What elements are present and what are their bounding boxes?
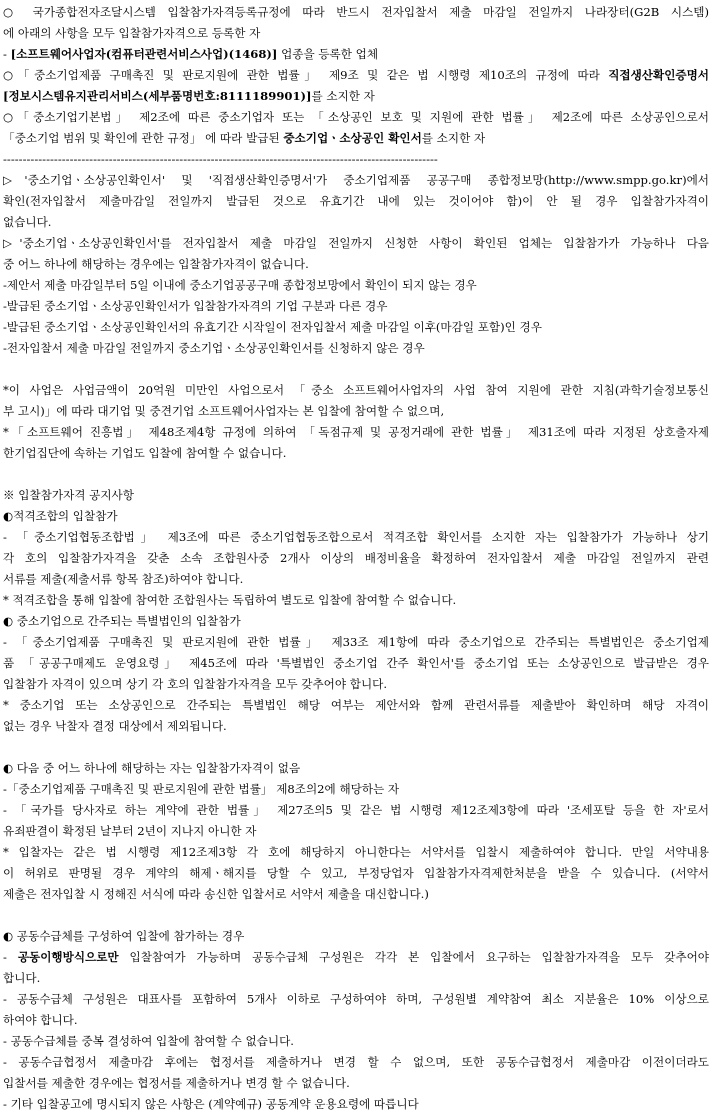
line-text: - xyxy=(3,47,11,61)
line-text: 입찰참여가 가능하며 공동수급체 구성원은 각각 본 입찰에서 요구하는 입찰참가자격을 모두 갖추어야 xyxy=(118,950,709,964)
blank-line xyxy=(3,359,709,380)
line-text: - xyxy=(3,950,18,964)
document-line: 에 아래의 사항을 모두 입찰참가자격으로 등록한 자 xyxy=(3,26,261,40)
document-line: * 중소기업 또는 소상공인으로 간주되는 특별법인 해당 여부는 제안서와 함께 관련서류를 제출받아 확인하며 해당 자격이 xyxy=(3,698,709,712)
document-line: 없는 경우 낙찰자 결정 대상에서 제외됩니다. xyxy=(3,719,227,733)
document-line: -「중소기업제품 구매촉진 및 판로지원에 관한 법률」 제8조의2에 해당하는 자 xyxy=(3,782,400,796)
document-line: 입찰참가 자격이 있으며 상기 각 호의 입찰참가자격을 모두 갖추어야 합니다. xyxy=(3,677,388,691)
bold-text: [소프트웨어사업자(컴퓨터관련서비스사업)(1468)] xyxy=(10,47,278,61)
document-line: 서류를 제출(제출서류 항목 참조)하여야 합니다. xyxy=(3,572,244,586)
document-line: - 「중소기업제품 구매촉진 및 판로지원에 관한 법률」 제33조 제1항에 따라 중소기업으로 간주되는 특별법인은 중소기업제 xyxy=(3,635,709,649)
document-line: 한기업집단에 속하는 기업도 입찰에 참여할 수 없습니다. xyxy=(3,446,287,460)
document-line: 확인(전자입찰서 제출마감일 전일까지 발급된 것으로 유효기간 내에 있는 것이어야 함)이 안 될 경우 입찰참가자격이 xyxy=(3,194,709,208)
document-line: ※ 입찰참가자격 공지사항 xyxy=(3,488,134,502)
document-line: * 적격조합을 통해 입찰에 참여한 조합원사는 독립하여 별도로 입찰에 참여할 수 없습니다. xyxy=(3,593,457,607)
document-line: 합니다. xyxy=(3,971,41,985)
document-line: - 「국가를 당사자로 하는 계약에 관한 법률」 제27조의5 및 같은 법 시행령 제12조제3항에 따라 '조세포탈 등을 한 자'로서 xyxy=(3,803,709,817)
document-line: ◐적격조합의 입찰참가 xyxy=(3,509,118,523)
line-text: 를 소지한 자 xyxy=(311,89,375,103)
bold-text: 공동이행방식으로만 xyxy=(17,950,119,964)
document-line: 부 고시)」에 따라 대기업 및 중견기업 소프트웨어사업자는 본 입찰에 참여할 수 없으며, xyxy=(3,404,445,418)
bold-text: 중소기업ㆍ소상공인 확인서 xyxy=(283,131,422,145)
document-line: -발급된 중소기업ㆍ소상공인확인서가 입찰참가자격의 기업 구분과 다른 경우 xyxy=(3,299,388,313)
line-text: 업종을 등록한 업체 xyxy=(277,47,379,61)
document-line: ◐ 다음 중 어느 하나에 해당하는 자는 입찰참가자격이 없음 xyxy=(3,761,301,775)
document-line: *이 사업은 사업금액이 20억원 미만인 사업으로서 「중소 소프트웨어사업자의 사업 참여 지원에 관한 지침(과학기술정보통신 xyxy=(3,383,709,397)
document-line: ◐ 공동수급체를 구성하여 입찰에 참가하는 경우 xyxy=(3,929,245,943)
bold-text: 직접생산확인증명서 xyxy=(608,68,709,82)
document-line: 품 「공공구매제도 운영요령」 제45조에 따라 '특별법인 중소기업 간주 확인서'를 중소기업 또는 소상공인으로 발급받은 경우 xyxy=(3,656,709,670)
document-line xyxy=(3,947,709,968)
line-text: 를 소지한 자 xyxy=(421,131,486,145)
separator-line: --------------------------------------------------------------------------------------------------------------- xyxy=(3,152,438,166)
document-line: - 공동수급협정서 제출마감 후에는 협정서를 제출하거나 변경 할 수 없으며, 또한 공동수급협정서 제출마감 이전이더라도 xyxy=(3,1055,709,1069)
document-line: - 공동수급체 구성원은 대표사를 포함하여 5개사 이하로 구성하여야 하며, 구성원별 계약참여 최소 지분율은 10% 이상으로 xyxy=(3,992,709,1006)
document-line xyxy=(3,44,709,65)
blank-line xyxy=(3,737,709,758)
document-line: - 기타 입찰공고에 명시되지 않은 사항은 (계약예규) 공동계약 운용요령에 따릅니다 xyxy=(3,1097,419,1111)
document-line: *「소프트웨어 진흥법」 제48조제4항 규정에 의하여 「독점규제 및 공정거래에 관한 법률」 제31조에 따라 지정된 상호출자제 xyxy=(3,425,709,439)
line-text: ○「중소기업제품 구매촉진 및 판로지원에 관한 법률」 제9조 및 같은 법 시행령 제10조의 규정에 따라 xyxy=(3,68,609,82)
document-line: 이 허위로 판명될 경우 계약의 해제ㆍ해지를 당할 수 있고, 부정당업자 입찰참가자격제한처분을 받을 수 있습니다. (서약서 xyxy=(3,866,709,880)
document-line: ▷'중소기업ㆍ소상공인확인서'를 전자입찰서 제출 마감일 전일까지 신청한 사항이 확인된 업체는 입찰참가가 가능하나 다음 xyxy=(3,236,709,250)
document-line: 입찰서를 제출한 경우에는 협정서를 제출하거나 변경 할 수 없습니다. xyxy=(3,1076,350,1090)
document-line: 유죄판결이 확정된 날부터 2년이 지나지 아니한 자 xyxy=(3,824,257,838)
document-line xyxy=(3,128,709,149)
document-line: 제출은 전자입찰 시 정해진 서식에 따라 송신한 입찰서로 서약서 제출을 대신합니다.) xyxy=(3,887,429,901)
document-line: ▷'중소기업ㆍ소상공인확인서' 및 '직접생산확인증명서'가 중소기업제품 공공구매 종합정보망(http://www.smpp.go.kr)에서 xyxy=(3,173,709,187)
document-line: -발급된 중소기업ㆍ소상공인확인서의 유효기간 시작일이 전자입찰서 제출 마감일 이후(마감일 포함)인 경우 xyxy=(3,320,542,334)
document-line: 없습니다. xyxy=(3,215,52,229)
document-line: -전자입찰서 제출 마감일 전일까지 중소기업ㆍ소상공인확인서를 신청하지 않은 경우 xyxy=(3,341,425,355)
document-line: ○「중소기업기본법」 제2조에 따른 중소기업자 또는 「소상공인 보호 및 지원에 관한 법률」 제2조에 따른 소상공인으로서 xyxy=(3,110,709,124)
document-line: 하여야 합니다. xyxy=(3,1013,78,1027)
document-line: ○ 국가종합전자조달시스템 입찰참가자격등록규정에 따라 반드시 전자입찰서 제출 마감일 전일까지 나라장터(G2B 시스템) xyxy=(3,5,709,19)
bold-text: [정보시스템유지관리서비스(세부품명번호:8111189901)] xyxy=(3,89,312,103)
blank-line xyxy=(3,464,709,485)
document-line: ◐ 중소기업으로 간주되는 특별법인의 입찰참가 xyxy=(3,614,241,628)
document-line xyxy=(3,86,709,107)
document-line: - 공동수급체를 중복 결성하여 입찰에 참여할 수 없습니다. xyxy=(3,1034,294,1048)
document-line xyxy=(3,65,709,86)
document-line: 중 어느 하나에 해당하는 경우에는 입찰참가자격이 없습니다. xyxy=(3,257,309,271)
blank-line xyxy=(3,905,709,926)
document-line: - 「중소기업협동조합법」 제3조에 따른 중소기업협동조합으로서 적격조합 확인서를 소지한 자는 입찰참가가 가능하나 상기 xyxy=(3,530,709,544)
document-line: -제안서 제출 마감일부터 5일 이내에 중소기업공공구매 종합정보망에서 확인이 되지 않는 경우 xyxy=(3,278,477,292)
document-line: 각 호의 입찰참가자격을 갖춘 소속 조합원사중 2개사 이상의 배정비율을 확정하여 전자입찰서 제출 마감일 전일까지 관련 xyxy=(3,551,709,565)
document-line: * 입찰자는 같은 법 시행령 제12조제3항 각 호에 해당하지 아니한다는 서약서를 입찰시 제출하여야 합니다. 만일 서약내용 xyxy=(3,845,709,859)
line-text: 「중소기업 범위 및 확인에 관한 규정」 에 따라 발급된 xyxy=(3,131,284,145)
